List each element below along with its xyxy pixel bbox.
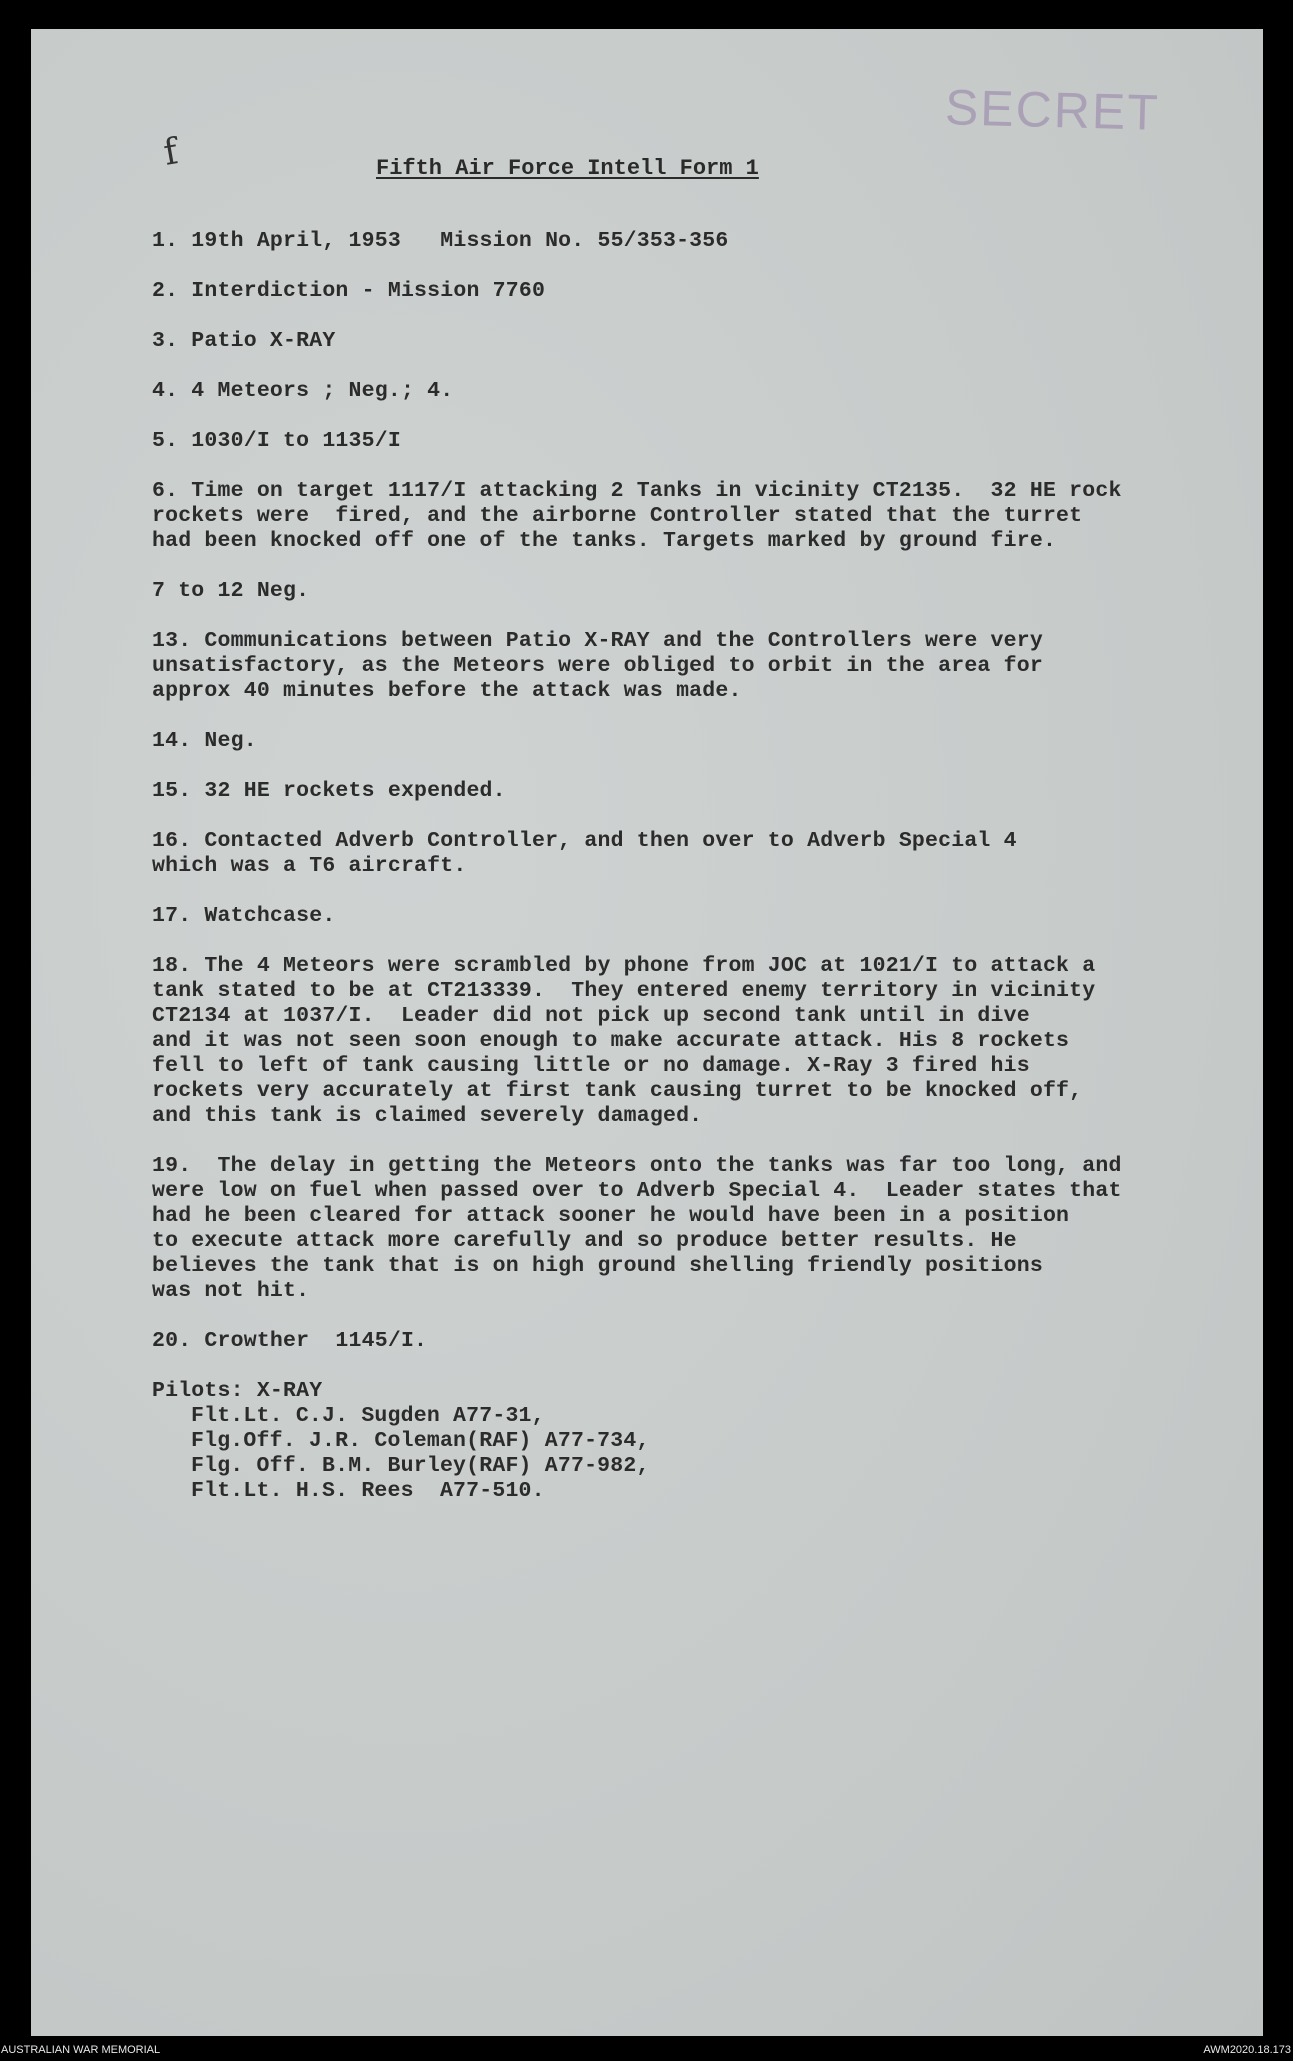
document-page [31, 29, 1263, 2036]
item-1: 1. 19th April, 1953 Mission No. 55/353-356 [152, 229, 729, 253]
item-18: 18. The 4 Meteors were scrambled by phone from JOC at 1021/I to attack a tank stated to be at CT213339. They entered enemy territory in vicinity CT2134 at 1037/I. Leader did not pick up second tank until in dive and it was not seen soon enough to make accurate attack. His 8 rockets fell to left of tank causing little or no damage. X-Ray 3 fired his rockets very accurately at first tank causing turret to be knocked off, and this tank is claimed severely damaged. [152, 954, 1096, 1128]
item-6: 6. Time on target 1117/I attacking 2 Tanks in vicinity CT2135. 32 HE rock rockets were fired, and the airborne Controller stated that the turret had been knocked off one of the tanks. Targets marked by ground fire. [152, 479, 1122, 553]
item-16: 16. Contacted Adverb Controller, and then over to Adverb Special 4 which was a T6 aircraft. [152, 829, 1017, 878]
item-7-12: 7 to 12 Neg. [152, 579, 310, 603]
item-3: 3. Patio X-RAY [152, 329, 336, 353]
form-title: Fifth Air Force Intell Form 1 [376, 156, 759, 181]
handwritten-mark: f [160, 131, 181, 174]
footer-institution: AUSTRALIAN WAR MEMORIAL [1, 2044, 161, 2056]
report-body [152, 229, 1262, 1504]
item-5: 5. 1030/I to 1135/I [152, 429, 401, 453]
item-19: 19. The delay in getting the Meteors onto the tanks was far too long, and were low on fuel when passed over to Adverb Special 4. Leader states that had he been cleared for attack sooner he would have been in a position to execute attack more carefully and so produce better results. He believes the tank that is on high ground shelling friendly positions was not hit. [152, 1154, 1122, 1303]
pilot-entry: Flg.Off. J.R. Coleman(RAF) A77-734, [191, 1429, 650, 1453]
item-17: 17. Watchcase. [152, 904, 336, 928]
footer-accession: AWM2020.18.173 [1203, 2044, 1291, 2056]
item-15: 15. 32 HE rockets expended. [152, 779, 506, 803]
pilot-entry: Flt.Lt. H.S. Rees A77-510. [191, 1479, 545, 1503]
item-20: 20. Crowther 1145/I. [152, 1329, 428, 1353]
item-14: 14. Neg. [152, 729, 257, 753]
item-4: 4. 4 Meteors ; Neg.; 4. [152, 379, 454, 403]
pilots-heading: Pilots: X-RAY [152, 1379, 323, 1403]
pilot-entry: Flt.Lt. C.J. Sugden A77-31, [191, 1404, 545, 1428]
pilots-block [152, 1379, 1262, 1504]
secret-stamp: SECRET [944, 79, 1161, 141]
item-13: 13. Communications between Patio X-RAY and the Controllers were very unsatisfactory, as the Meteors were obliged to orbit in the area for approx 40 minutes before the attack was made. [152, 629, 1043, 703]
item-2: 2. Interdiction - Mission 7760 [152, 279, 546, 303]
pilot-entry: Flg. Off. B.M. Burley(RAF) A77-982, [191, 1454, 650, 1478]
